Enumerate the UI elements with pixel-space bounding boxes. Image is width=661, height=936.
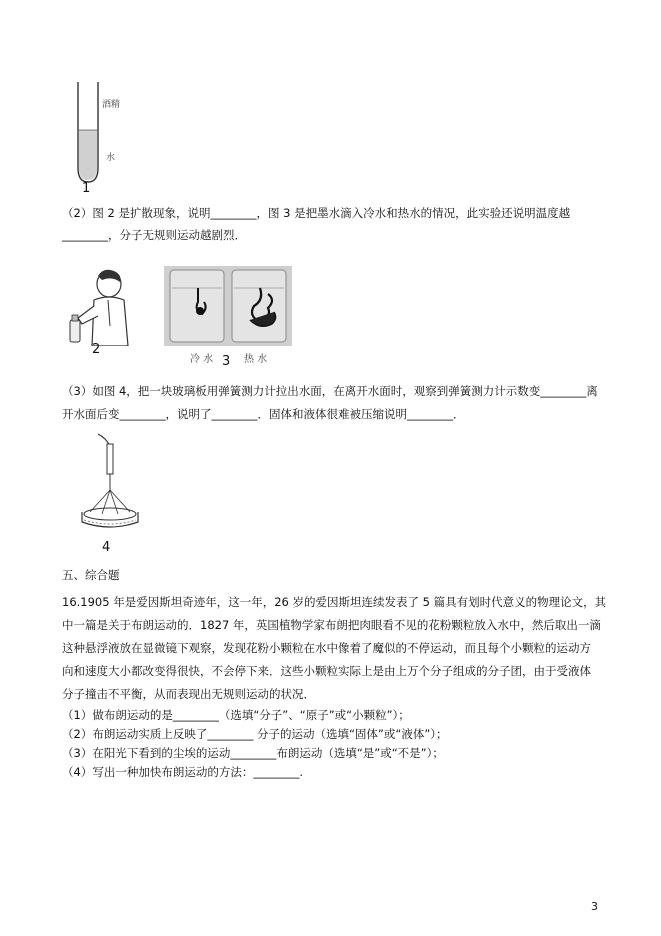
test-tube-diagram (70, 80, 130, 185)
figure-1 (70, 80, 130, 198)
q2-line1: （2）图 2 是扩散现象，说明________，图 3 是把墨水滴入冷水和热水的情况，此实验还说明温度越 (62, 206, 571, 220)
beakers-ink-photo (164, 266, 292, 346)
q3-line1: （3）如图 4，把一块玻璃板用弹簧测力计拉出水面，在离开水面时，观察到弹簧测力计示数变________离 (62, 384, 598, 398)
figure-2-caption: 2 (92, 342, 101, 357)
figure-3-caption: 3 (222, 354, 231, 369)
q16-sub-4: （4）写出一种加快布朗运动的方法：________. (62, 765, 303, 779)
q3-line2: 开水面后变________，说明了________．固体和液体很难被压缩说明________． (62, 407, 465, 421)
q16-para-line-2: 中一篇是关于布朗运动的．1827 年，英国植物学家布朗把肉眼看不见的花粉颗粒放入水中，然后取出一滴 (62, 618, 601, 632)
q16-para-line-4: 向和速度大小都改变得很快，不会停下来．这些小颗粒实际上是由上万个分子组成的分子团，由于受液体 (62, 664, 591, 678)
q16-sub-3: （3）在阳光下看到的尘埃的运动________布朗运动（选填“是”或“不是”）； (62, 746, 444, 760)
page-number: 3 (591, 900, 598, 913)
q16-para-line-5: 分子撞击不平衡，从而表现出无规则运动的状况． (62, 687, 315, 701)
label-cold-water: 冷 水 (190, 354, 214, 365)
section-heading: 五、综合题 (62, 568, 120, 582)
figure-4-caption: 4 (102, 540, 111, 555)
q16-para-line-1: 16.1905 年是爱因斯坦奇迹年，这一年，26 岁的爱因斯坦连续发表了 5 篇具有划时代意义的物理论文，其 (62, 595, 607, 609)
figure-4 (76, 432, 146, 558)
q16-sub-2: （2）布朗运动实质上反映了________ 分子的运动（选填“固体”或“液体”）； (62, 727, 448, 741)
q16-para-line-3: 这种悬浮液放在显微镜下观察，发现花粉小颗粒在水中像着了魔似的不停运动，而且每个小颗粒的运动方 (62, 641, 591, 655)
figure-1-caption: 1 (82, 181, 91, 196)
label-water: 水 (106, 153, 116, 163)
spring-scale-glass-plate-diagram (76, 432, 146, 532)
person-smelling-bottle-illustration (64, 266, 136, 346)
q2-line2: ________，分子无规则运动越剧烈． (62, 228, 246, 242)
label-alcohol: 酒精 (102, 100, 121, 110)
label-hot-water: 热 水 (244, 354, 268, 365)
figure-3 (164, 266, 292, 369)
figure-2 (64, 266, 136, 362)
q16-sub-1: （1）做布朗运动的是________（选填“分子”、“原子”或“小颗粒”）； (62, 708, 410, 722)
